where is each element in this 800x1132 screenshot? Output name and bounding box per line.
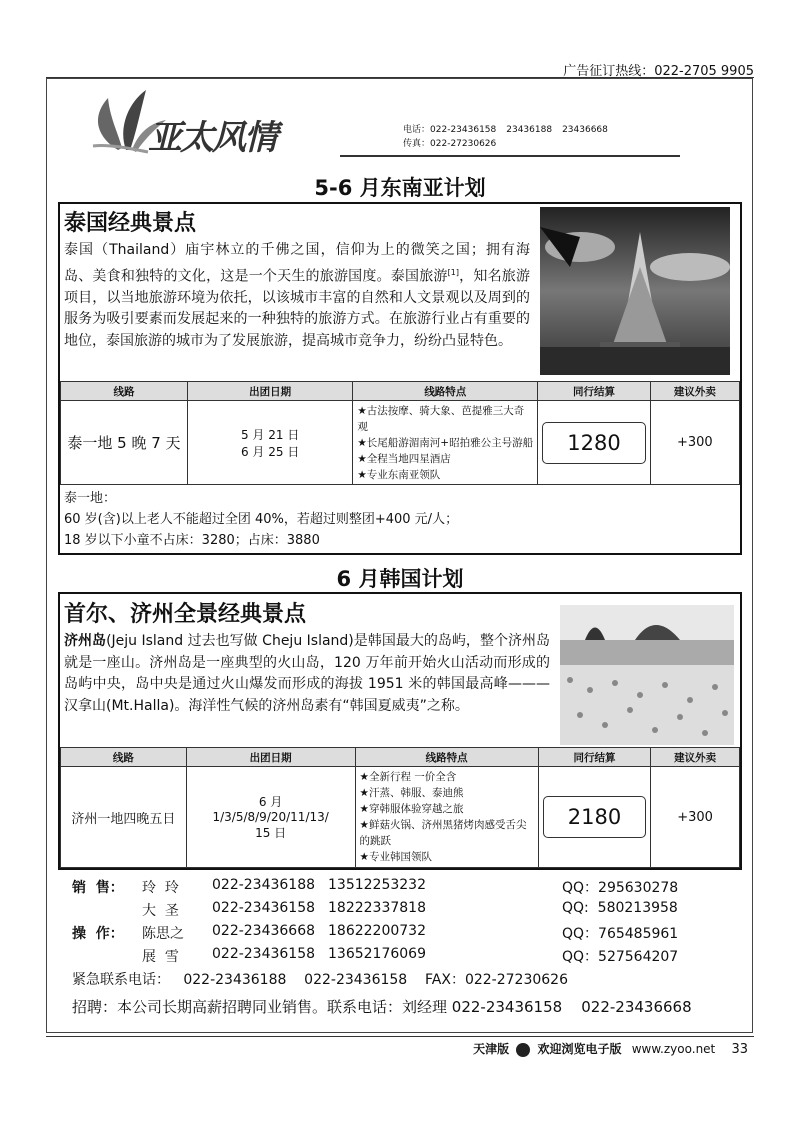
thailand-desc-b: ，知名旅游项目，以当地旅游环境为依托，以该城市丰富的自然和人文景观以及周到的服务为吸引要素而发展起来的一种独特的旅游方式。在旅游行业占有重要的地位，泰国旅游的城市为了发展旅游，提高城市竞争力，纷纷凸显特色。 bbox=[64, 268, 531, 349]
sales-contacts bbox=[72, 877, 752, 1019]
logo-text: 亚太风情 bbox=[148, 118, 276, 158]
contact-row bbox=[72, 946, 752, 969]
date-3: 15 日 bbox=[255, 826, 287, 840]
footer-url[interactable]: www.zyoo.net bbox=[631, 1042, 716, 1056]
th-extra: 建议外卖 bbox=[651, 748, 740, 767]
th-price: 同行结算 bbox=[538, 382, 650, 401]
ad-hotline: 广告征订热线：022-2705 9905 bbox=[563, 64, 754, 79]
feature-1: ★全新行程 一价全含 bbox=[359, 771, 457, 783]
footer-rule bbox=[46, 1036, 754, 1037]
feature-4: ★专业东南亚领队 bbox=[357, 468, 441, 481]
thailand-title: 泰国经典景点 bbox=[64, 211, 197, 236]
contact-mobile: 13652176069 bbox=[328, 946, 426, 962]
brand-badge-icon bbox=[516, 1043, 530, 1057]
date-1: 5 月 21 日 bbox=[240, 427, 300, 442]
thailand-notes bbox=[64, 488, 458, 551]
th-dates: 出团日期 bbox=[187, 382, 352, 401]
tel-2: 23436188 bbox=[506, 125, 553, 135]
feature-2: ★长尾船游湄南河+昭拍雅公主号游船 bbox=[357, 436, 534, 449]
contact-tel: 022-23436158 bbox=[212, 946, 316, 962]
thailand-description bbox=[64, 240, 530, 352]
fax: 022-27230626 bbox=[430, 139, 497, 149]
tel-1: 022-23436158 bbox=[430, 125, 497, 135]
contact-qq: QQ：765485961 bbox=[562, 926, 679, 942]
contact-info bbox=[403, 123, 608, 151]
features-cell bbox=[353, 401, 538, 485]
route-cell: 泰一地 5 晚 7 天 bbox=[61, 401, 188, 485]
contact-name: 玲 玲 bbox=[142, 880, 179, 896]
korea-desc-text: (Jeju Island 过去也写做 Cheju Island)是韩国最大的岛屿，整个济州岛就是一座山。济州岛是一座典型的火山岛，120 万年前开始火山活动而形成的岛屿中央，岛中央是通过火山爆发而形成的海拔 1951 米的韩国最高峰———汉拿山(Mt.Halla)。海洋性气候的济州岛素有“韩国夏威夷”之称。 bbox=[64, 633, 551, 714]
feature-3: ★全程当地四星酒店 bbox=[357, 452, 451, 465]
price-cell bbox=[538, 401, 650, 485]
edition-label: 天津版 bbox=[473, 1042, 510, 1056]
footnote-mark: [1] bbox=[447, 267, 459, 277]
th-extra: 建议外卖 bbox=[650, 382, 739, 401]
contact-name: 展 雪 bbox=[142, 949, 179, 965]
contact-name: 陈思之 bbox=[142, 926, 184, 942]
tel-3: 23436668 bbox=[562, 125, 608, 135]
feature-3: ★穿韩服体验穿越之旅 bbox=[359, 803, 464, 815]
sales-label: 销 售： bbox=[72, 880, 124, 896]
logo-rule bbox=[340, 155, 680, 157]
thailand-plan-table bbox=[60, 381, 740, 485]
contact-row bbox=[72, 900, 752, 923]
recruit-row bbox=[72, 996, 752, 1019]
extra-cell: +300 bbox=[651, 767, 740, 868]
page-number: 33 bbox=[731, 1042, 748, 1057]
ops-label: 操 作： bbox=[72, 926, 124, 942]
contact-qq: QQ: 580213958 bbox=[562, 900, 678, 916]
contact-mobile: 18222337818 bbox=[328, 900, 426, 916]
date-2: 1/3/5/8/9/20/11/13/ bbox=[212, 810, 329, 824]
contact-mobile: 13512253232 bbox=[328, 877, 426, 893]
table-row bbox=[61, 767, 740, 868]
jeju-bold: 济州岛 bbox=[64, 633, 107, 649]
route-cell: 济州一地四晚五日 bbox=[61, 767, 187, 868]
contact-tel: 022-23436188 bbox=[212, 877, 316, 893]
korea-title: 首尔、济州全景经典景点 bbox=[64, 602, 307, 627]
feature-2: ★汗蒸、韩服、泰迪熊 bbox=[359, 787, 464, 799]
emergency-contact: 紧急联系电话： 022-23436188 022-23436158 FAX：022-27230626 bbox=[72, 972, 568, 988]
contact-row bbox=[72, 923, 752, 946]
th-route: 线路 bbox=[61, 382, 188, 401]
contact-qq: QQ：295630278 bbox=[562, 880, 679, 896]
note-2: 60 岁(含)以上老人不能超过全团 40%，若超过则整团+400 元/人； bbox=[64, 512, 459, 527]
recruit-text: 招聘：本公司长期高薪招聘同业销售。联系电话：刘经理 022-23436158 022-23436668 bbox=[72, 998, 692, 1016]
fax-label: 传真： bbox=[403, 139, 431, 149]
th-dates: 出团日期 bbox=[186, 748, 355, 767]
price-value: 1280 bbox=[542, 422, 645, 464]
note-1: 泰一地： bbox=[64, 491, 117, 506]
jeju-island-photo bbox=[560, 605, 734, 745]
section-title-sea: 5-6 月东南亚计划 bbox=[314, 176, 486, 200]
contact-tel: 022-23436158 bbox=[212, 900, 316, 916]
thailand-temple-photo bbox=[540, 207, 730, 375]
dates-cell bbox=[187, 401, 352, 485]
footer-slogan: 欢迎浏览电子版 bbox=[537, 1042, 622, 1056]
extra-cell: +300 bbox=[650, 401, 739, 485]
dates-cell bbox=[186, 767, 355, 868]
section-title-korea: 6 月韩国计划 bbox=[336, 567, 464, 591]
contact-qq: QQ：527564207 bbox=[562, 949, 679, 965]
note-3: 18 岁以下小童不占床：3280；占床：3880 bbox=[64, 533, 320, 548]
thailand-desc-a: 泰国（Thailand）庙宇林立的千佛之国，信仰为上的微笑之国；拥有海岛、美食和独特的文化，这是一个天生的旅游国度。泰国旅游 bbox=[64, 242, 530, 285]
th-features: 线路特点 bbox=[353, 382, 538, 401]
feature-5: ★专业韩国领队 bbox=[359, 851, 432, 863]
contact-name: 大 圣 bbox=[142, 903, 179, 919]
feature-4: ★鲜菇火锅、济州黑猪烤肉感受舌尖的跳跃 bbox=[359, 819, 527, 847]
tel-label: 电话： bbox=[403, 125, 431, 135]
table-row bbox=[61, 401, 740, 485]
emergency-row bbox=[72, 969, 752, 992]
th-features: 线路特点 bbox=[355, 748, 538, 767]
th-price: 同行结算 bbox=[538, 748, 650, 767]
price-value: 2180 bbox=[543, 796, 646, 838]
contact-mobile: 18622200732 bbox=[328, 923, 426, 939]
contact-tel: 022-23436668 bbox=[212, 923, 316, 939]
date-2: 6 月 25 日 bbox=[240, 444, 300, 459]
korea-plan-table bbox=[60, 747, 740, 868]
footer bbox=[473, 1040, 748, 1057]
features-cell bbox=[355, 767, 538, 868]
contact-row bbox=[72, 877, 752, 900]
date-1: 6 月 bbox=[258, 795, 283, 809]
th-route: 线路 bbox=[61, 748, 187, 767]
logo bbox=[88, 88, 328, 158]
price-cell bbox=[538, 767, 650, 868]
korea-description bbox=[64, 631, 550, 717]
feature-1: ★古法按摩、骑大象、芭提雅三大奇观 bbox=[357, 404, 525, 433]
